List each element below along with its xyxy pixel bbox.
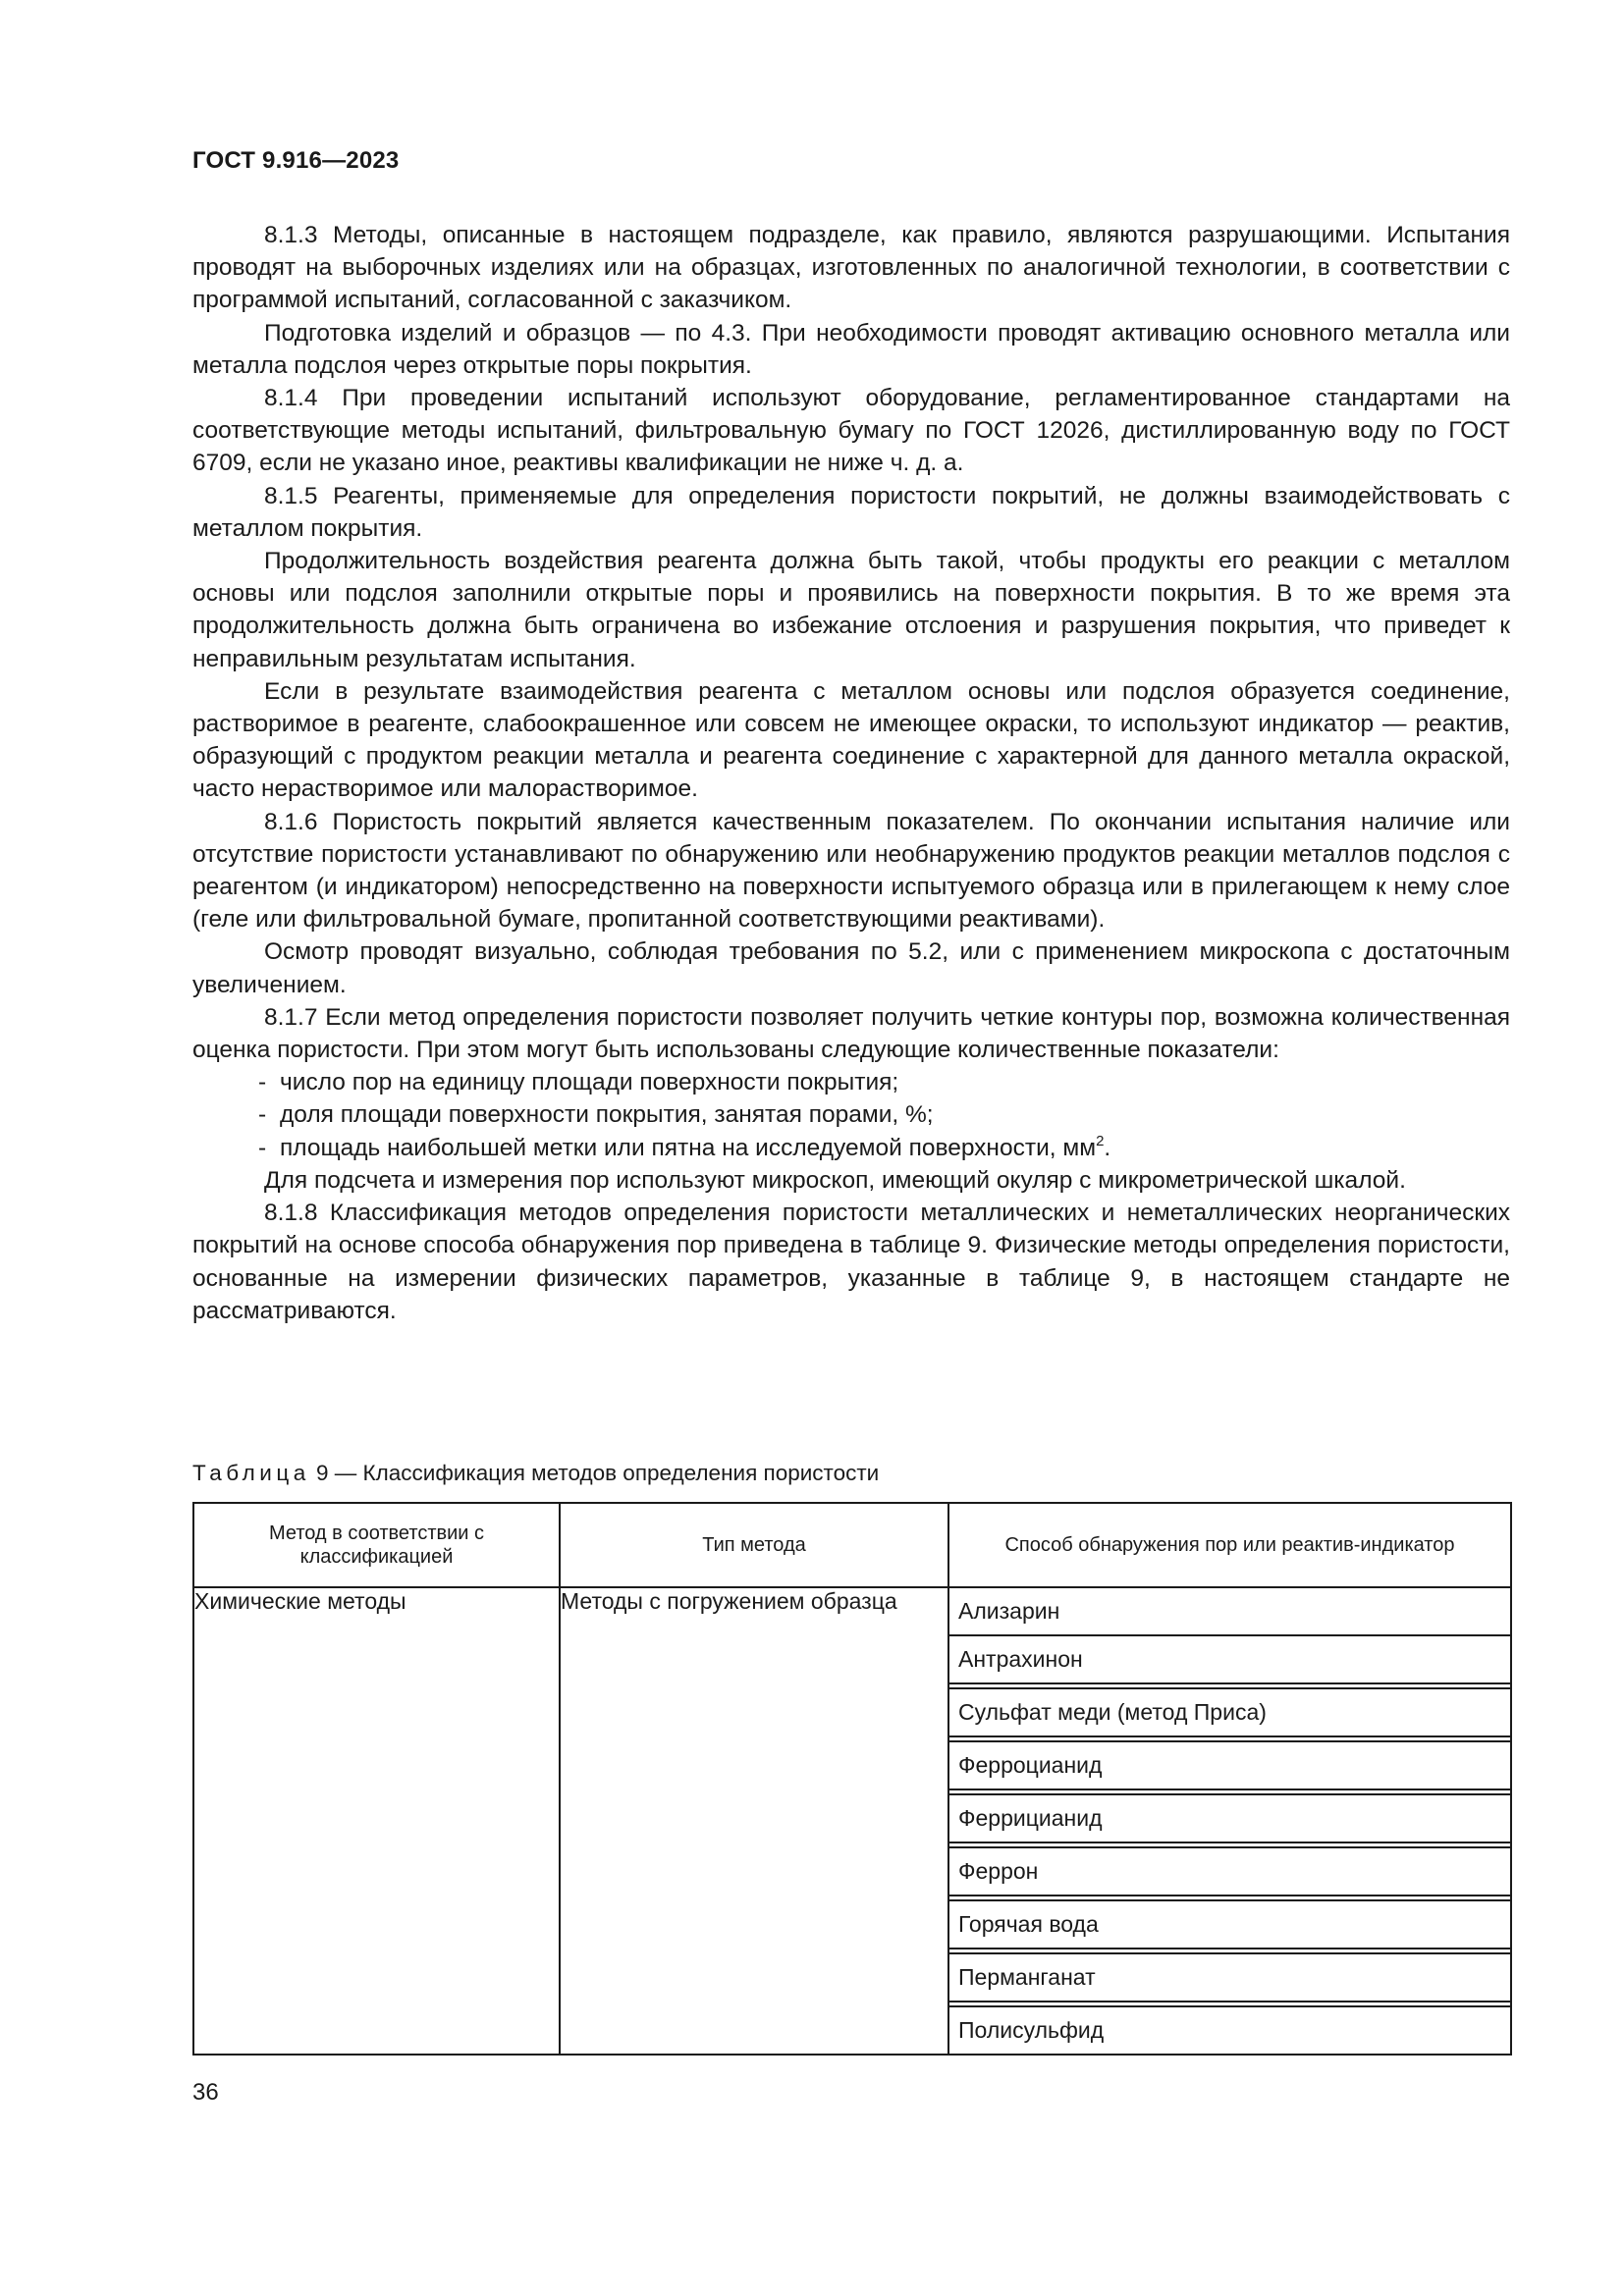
- list-item: [192, 1098, 1510, 1131]
- reagents-cell: [948, 1587, 1511, 2055]
- list-item-text: число пор на единицу площади поверхности покрытия;: [280, 1069, 899, 1096]
- table-header-row: [193, 1503, 1511, 1587]
- paragraph: 8.1.3 Методы, описанные в настоящем подразделе, как правило, являются разрушающими. Испытания проводят на выборочных изделиях или на образцах, изготовленных по аналогичной технологии, в соответствии с программой испытаний, согласованной с заказчиком.: [192, 222, 1510, 314]
- page-number: 36: [192, 2079, 219, 2106]
- table-caption-text: 9 — Классификация методов определения пористости: [316, 1461, 880, 1485]
- paragraph: Если в результате взаимодействия реагента с металлом основы или подслоя образуется соединение, растворимое в реагенте, слабоокрашенное или совсем не имеющее окраски, то используют индикатор — реактив, образующий с продуктом реакции металла и реагента соединение с характерной для данного металла окраской, часто нерастворимое или малорастворимое.: [192, 677, 1510, 803]
- list-marker: -: [258, 1134, 267, 1161]
- list-item: [192, 1066, 1510, 1098]
- body-text: [192, 219, 1510, 1327]
- list-marker: -: [258, 1101, 267, 1129]
- paragraph: Подготовка изделий и образцов — по 4.3. При необходимости проводят активацию основного металла или металла подслоя через открытые поры покрытия.: [192, 319, 1510, 379]
- document-code: ГОСТ 9.916—2023: [192, 147, 400, 174]
- list-item-text: площадь наибольшей метки или пятна на исследуемой поверхности, мм: [280, 1134, 1097, 1161]
- reagent-item: Феррон: [949, 1846, 1510, 1896]
- reagent-item: Полисульфид: [949, 2005, 1510, 2054]
- paragraph: Для подсчета и измерения пор используют микроскоп, имеющий окуляр с микрометрической шкалой.: [264, 1166, 1406, 1194]
- list-marker: -: [258, 1069, 267, 1096]
- reagent-item: Перманганат: [949, 1952, 1510, 2002]
- reagent-item: Ализарин: [949, 1588, 1510, 1636]
- paragraph: 8.1.7 Если метод определения пористости позволяет получить четкие контуры пор, возможна количественная оценка пористости. При этом могут быть использованы следующие количественные показатели:: [192, 1003, 1510, 1064]
- method-cell: Химические методы: [193, 1587, 560, 2055]
- reagent-item: Горячая вода: [949, 1899, 1510, 1949]
- column-header-text: Метод в соответствии с классификацией: [268, 1522, 485, 1568]
- superscript: 2: [1096, 1132, 1105, 1149]
- column-header: Тип метода: [560, 1503, 948, 1587]
- reagent-item: Антрахинон: [949, 1636, 1510, 1684]
- paragraph: 8.1.6 Пористость покрытий является качественным показателем. По окончании испытания наличие или отсутствие пористости устанавливают по обнаружению или необнаружению продуктов реакции металлов подслоя с реагентом (и индикатором) непосредственно на поверхности испытуемого образца или в прилегающем к нему слое (геле или фильтровальной бумаге, пропитанной соответствующими реактивами).: [192, 808, 1510, 934]
- reagent-item: Ферроцианид: [949, 1740, 1510, 1790]
- type-cell: Методы с погружением образца: [560, 1587, 948, 2055]
- list-item-text: доля площади поверхности покрытия, занятая порами, %;: [280, 1101, 934, 1129]
- paragraph: Осмотр проводят визуально, соблюдая требования по 5.2, или с применением микроскопа с достаточным увеличением.: [192, 938, 1510, 998]
- list-item-end: .: [1104, 1134, 1111, 1161]
- classification-table: [192, 1502, 1512, 2056]
- table-row: [193, 1587, 1511, 2055]
- reagent-item: Сульфат меди (метод Приса): [949, 1687, 1510, 1737]
- column-header: Способ обнаружения пор или реактив-индикатор: [948, 1503, 1511, 1587]
- column-header: [193, 1503, 560, 1587]
- table-caption-word: Таблица: [192, 1461, 310, 1485]
- table-caption: [192, 1461, 879, 1486]
- list-item: [192, 1132, 1510, 1164]
- paragraph: 8.1.4 При проведении испытаний используют оборудование, регламентированное стандартами на соответствующие методы испытаний, фильтровальную бумагу по ГОСТ 12026, дистиллированную воду по ГОСТ 6709, если не указано иное, реактивы квалификации не ниже ч. д. а.: [192, 385, 1510, 477]
- paragraph: 8.1.8 Классификация методов определения пористости металлических и неметаллических неорганических покрытий на основе способа обнаружения пор приведена в таблице 9. Физические методы определения пористости, основанные на измерении физических параметров, указанные в таблице 9, в настоящем стандарте не рассматриваются.: [192, 1200, 1510, 1324]
- paragraph: 8.1.5 Реагенты, применяемые для определения пористости покрытий, не должны взаимодействовать с металлом покрытия.: [192, 482, 1510, 542]
- reagent-item: Феррицианид: [949, 1793, 1510, 1843]
- paragraph: Продолжительность воздействия реагента должна быть такой, чтобы продукты его реакции с металлом основы или подслоя заполнили открытые поры и проявились на поверхности покрытия. В то же время эта продолжительность должна быть ограничена во избежание отслоения и разрушения покрытия, что приведет к неправильным результатам испытания.: [192, 548, 1510, 672]
